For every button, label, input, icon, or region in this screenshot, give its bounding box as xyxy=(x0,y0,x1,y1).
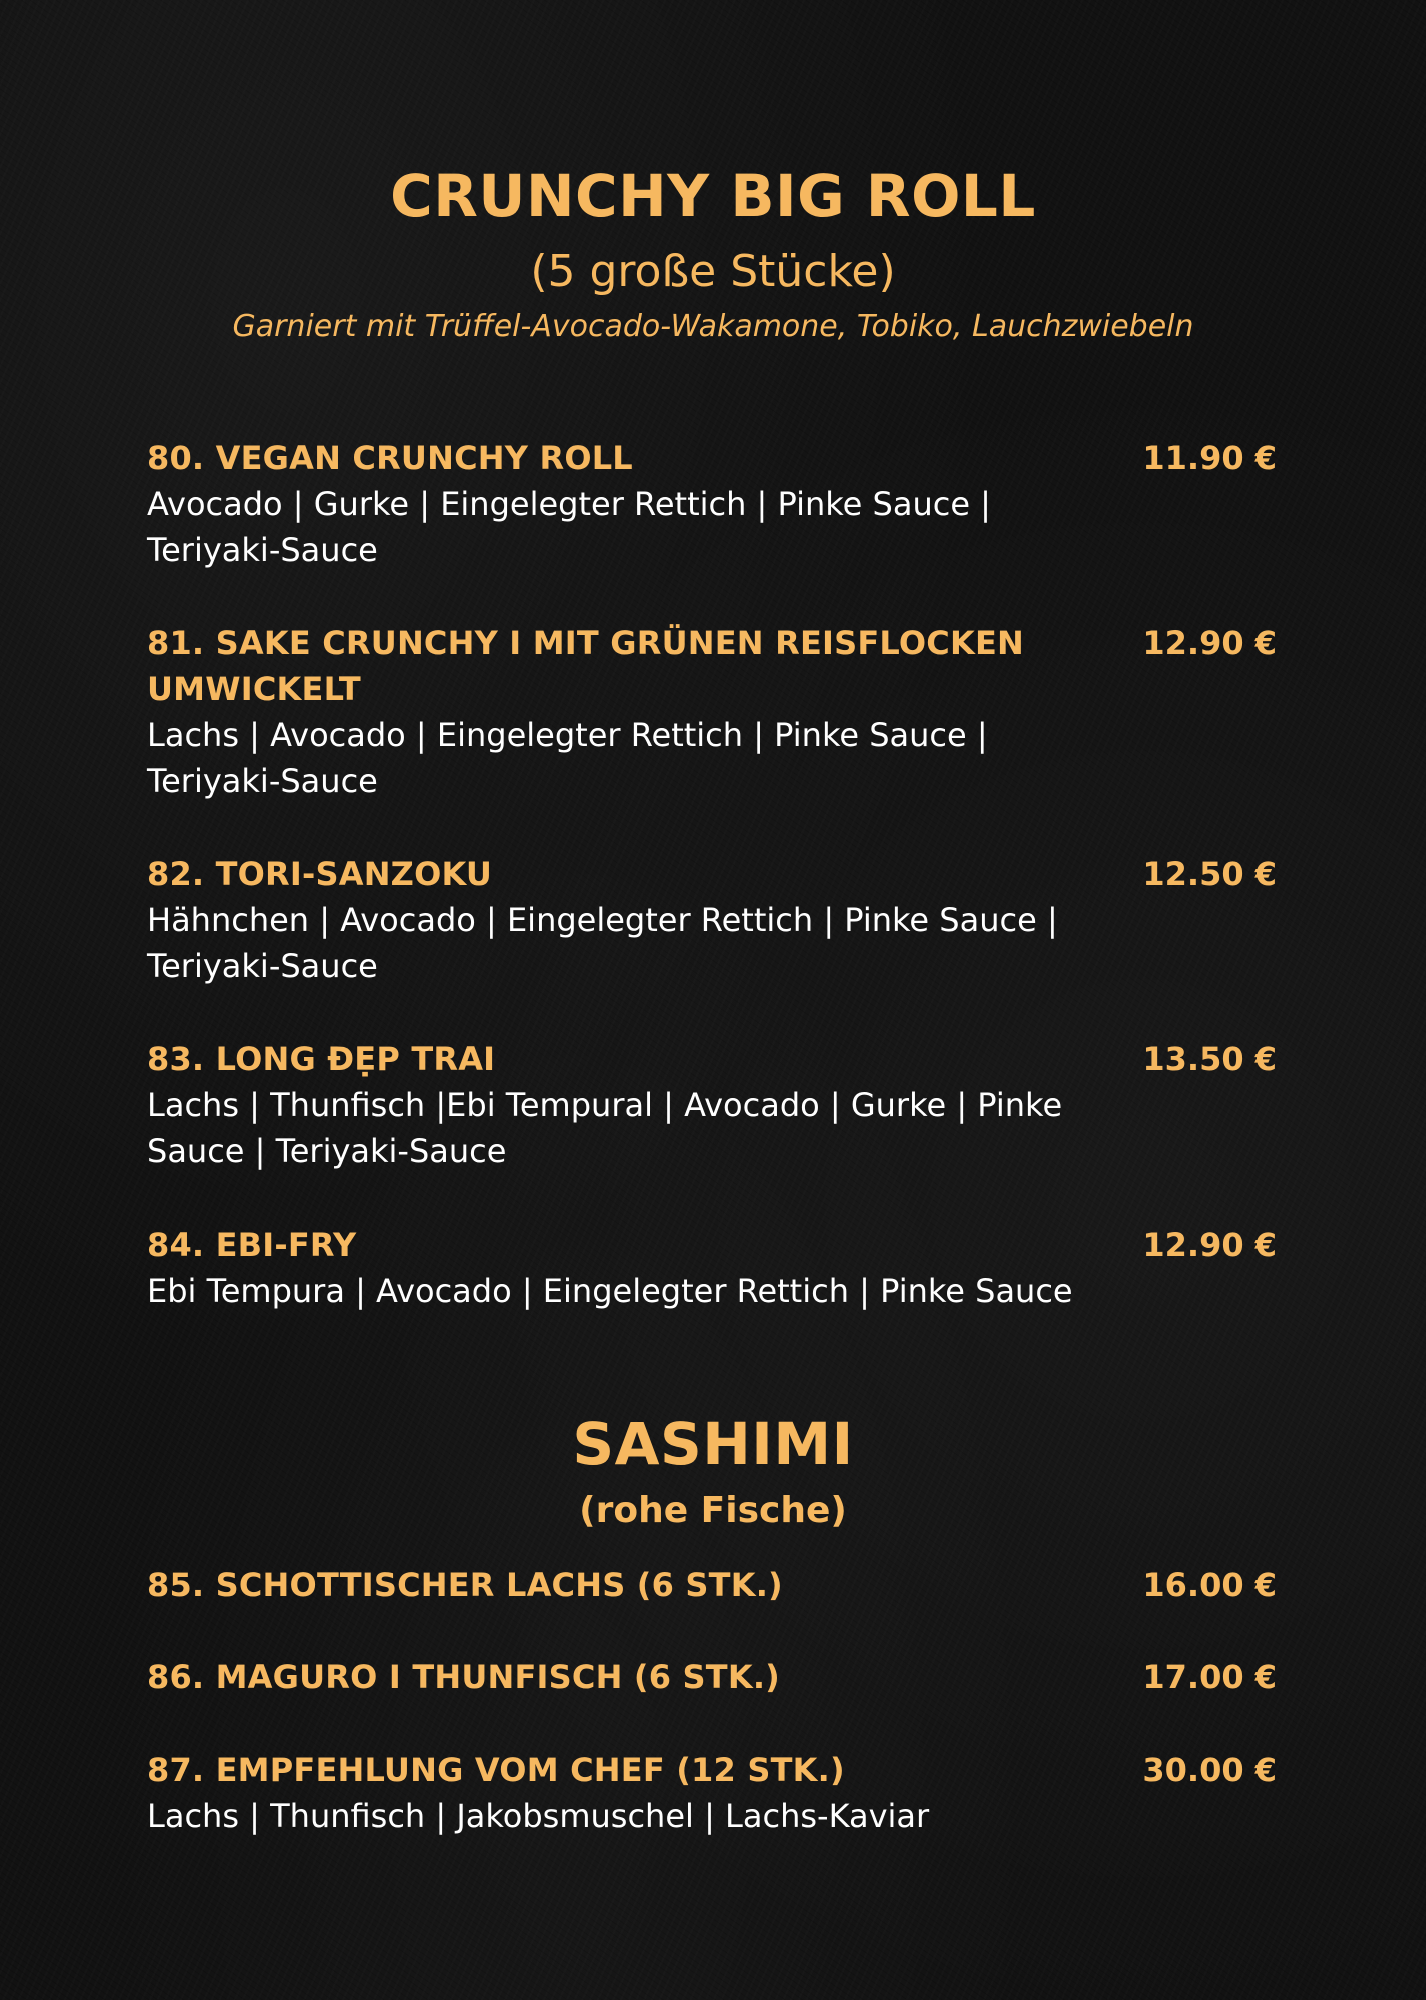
item-name: 85. SCHOTTISCHER LACHS (6 STK.) xyxy=(147,1566,783,1604)
item-name: 83. LONG ĐẸP TRAI xyxy=(147,1040,496,1078)
menu-item-87 xyxy=(147,1747,1277,1839)
menu-item-86 xyxy=(147,1654,1277,1700)
item-price: 13.50 € xyxy=(1142,1040,1277,1078)
crunchy-section-subtitle: (5 große Stücke) xyxy=(530,246,896,297)
menu-item-82 xyxy=(147,851,1277,989)
item-description: Hähnchen | Avocado | Eingelegter Rettich | Pinke Sauce | Teriyaki-Sauce xyxy=(147,901,1058,985)
menu-item-80 xyxy=(147,435,1277,573)
menu-item-81 xyxy=(147,620,1277,804)
item-description: Lachs | Thunfisch |Ebi Tempural | Avocado | Gurke | Pinke Sauce | Teriyaki-Sauce xyxy=(147,1086,1063,1170)
item-name: 84. EBI-FRY xyxy=(147,1226,357,1264)
menu-item-84 xyxy=(147,1222,1277,1314)
item-description: Lachs | Thunfisch | Jakobsmuschel | Lachs-Kaviar xyxy=(147,1797,930,1835)
item-price: 12.90 € xyxy=(1142,624,1277,662)
item-name: 81. SAKE CRUNCHY I MIT GRÜNEN REISFLOCKEN UMWICKELT xyxy=(147,624,1025,708)
item-price: 17.00 € xyxy=(1142,1658,1277,1696)
item-price: 12.50 € xyxy=(1142,855,1277,893)
sashimi-section-subtitle: (rohe Fische) xyxy=(579,1490,847,1531)
item-price: 16.00 € xyxy=(1142,1566,1277,1604)
sashimi-section-subtitle-wrap xyxy=(0,1490,1426,1531)
crunchy-section-header xyxy=(0,162,1426,230)
crunchy-section-note: Garniert mit Trüffel-Avocado-Wakamone, Tobiko, Lauchzwiebeln xyxy=(232,309,1194,344)
crunchy-section-title: CRUNCHY BIG ROLL xyxy=(390,162,1036,230)
item-price: 11.90 € xyxy=(1142,439,1277,477)
crunchy-section-note-wrap xyxy=(0,309,1426,344)
sashimi-section-header xyxy=(0,1410,1426,1478)
menu-item-83 xyxy=(147,1036,1277,1174)
item-description: Ebi Tempura | Avocado | Eingelegter Rettich | Pinke Sauce xyxy=(147,1272,1073,1310)
sashimi-section-title: SASHIMI xyxy=(572,1410,854,1478)
item-price: 12.90 € xyxy=(1142,1226,1277,1264)
item-name: 80. VEGAN CRUNCHY ROLL xyxy=(147,439,633,477)
crunchy-section-subtitle-wrap xyxy=(0,246,1426,297)
item-name: 82. TORI-SANZOKU xyxy=(147,855,493,893)
item-description: Avocado | Gurke | Eingelegter Rettich | Pinke Sauce | Teriyaki-Sauce xyxy=(147,485,991,569)
item-name: 86. MAGURO I THUNFISCH (6 STK.) xyxy=(147,1658,780,1696)
menu-item-85 xyxy=(147,1562,1277,1608)
item-name: 87. EMPFEHLUNG VOM CHEF (12 STK.) xyxy=(147,1751,845,1789)
item-description: Lachs | Avocado | Eingelegter Rettich | Pinke Sauce | Teriyaki-Sauce xyxy=(147,716,988,800)
item-price: 30.00 € xyxy=(1142,1751,1277,1789)
